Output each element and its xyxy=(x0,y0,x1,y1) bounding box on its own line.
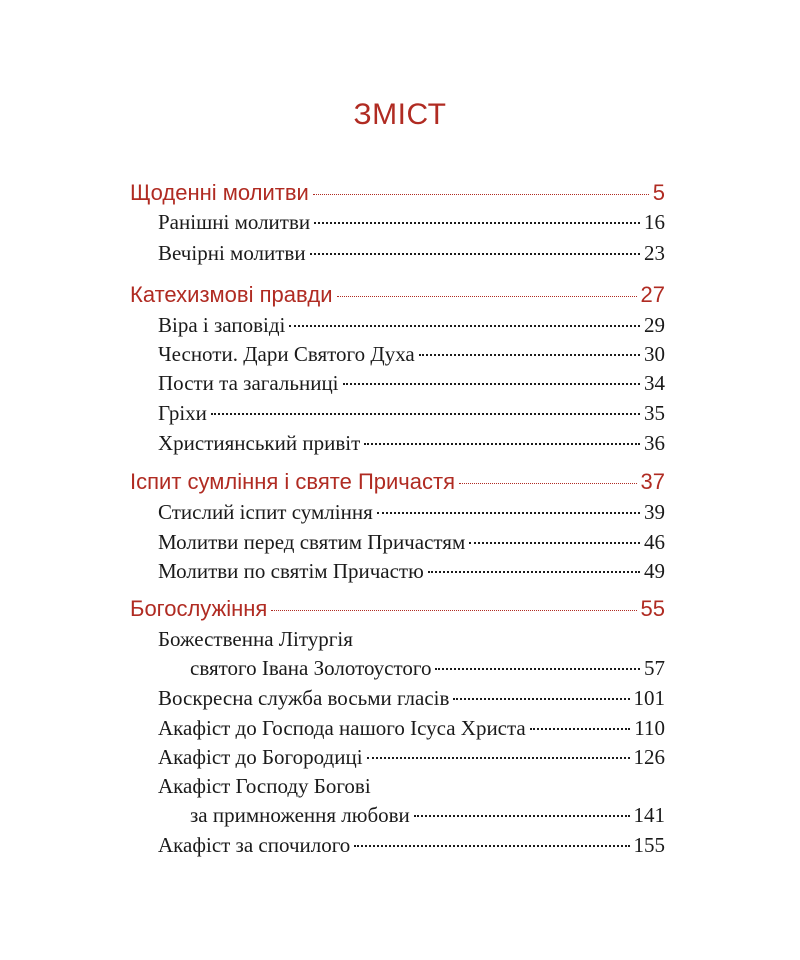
toc-entry-label: Акафіст за спочилого xyxy=(158,833,351,857)
dot-leader xyxy=(211,413,640,415)
toc-section-divine-services[interactable] xyxy=(130,596,665,628)
toc-entry-sunday-service[interactable] xyxy=(158,686,665,718)
dot-leader xyxy=(435,668,640,670)
toc-page-number: 30 xyxy=(644,342,665,366)
toc-entry-label: Воскресна служба восьми гласів xyxy=(158,686,450,710)
toc-page-number: 5 xyxy=(652,180,665,205)
toc-entry-evening-prayers[interactable] xyxy=(158,241,665,273)
dot-leader xyxy=(289,325,640,327)
toc-entry-prayers-before-communion[interactable] xyxy=(158,530,665,562)
toc-page-number: 57 xyxy=(644,656,665,680)
dot-leader xyxy=(530,728,631,730)
toc-entry-divine-liturgy-line2[interactable] xyxy=(190,656,665,688)
dot-leader xyxy=(367,757,630,759)
toc-entry-faith-commandments[interactable] xyxy=(158,313,665,345)
dot-leader xyxy=(428,571,640,573)
toc-entry-label: Акафіст до Богородиці xyxy=(158,745,363,769)
toc-entry-akathist-theotokos[interactable] xyxy=(158,745,665,777)
toc-page-number: 36 xyxy=(644,431,665,455)
toc-entry-label: Молитви перед святим Причастям xyxy=(158,530,466,554)
toc-entry-label: Акафіст до Господа нашого Ісуса Христа xyxy=(158,716,526,740)
toc-entry-fasts[interactable] xyxy=(158,371,665,403)
toc-page-number: 46 xyxy=(644,530,665,554)
toc-entry-label: Божественна Літургія xyxy=(158,627,353,651)
toc-page-number: 37 xyxy=(640,469,665,494)
toc-section-examination-communion[interactable] xyxy=(130,469,665,501)
dot-leader xyxy=(271,610,636,611)
page-title: ЗМІСТ xyxy=(353,98,447,131)
dot-leader xyxy=(313,194,649,195)
toc-entry-label: святого Івана Золотоустого xyxy=(190,656,432,680)
dot-leader xyxy=(354,845,629,847)
dot-leader xyxy=(469,542,640,544)
toc-entry-label: Іспит сумління і святе Причастя xyxy=(130,469,455,494)
toc-page-number: 55 xyxy=(640,596,665,621)
toc-page-number: 141 xyxy=(633,803,665,827)
toc-entry-label: Ранішні молитви xyxy=(158,210,311,234)
toc-entry-virtues[interactable] xyxy=(158,342,665,374)
toc-entry-morning-prayers[interactable] xyxy=(158,210,665,242)
toc-entry-akathist-lord-line2[interactable] xyxy=(190,803,665,835)
toc-entry-akathist-lord-line1[interactable] xyxy=(158,774,665,806)
toc-entry-label: Чесноти. Дари Святого Духа xyxy=(158,342,415,366)
dot-leader xyxy=(414,815,630,817)
toc-entry-label: за примноження любови xyxy=(190,803,410,827)
toc-entry-label: Катехизмові правди xyxy=(130,282,333,307)
toc-page-number: 27 xyxy=(640,282,665,307)
toc-entry-akathist-departed[interactable] xyxy=(158,833,665,865)
toc-page-number: 49 xyxy=(644,559,665,583)
dot-leader xyxy=(377,512,640,514)
toc-entry-label: Пости та загальниці xyxy=(158,371,339,395)
toc-section-daily-prayers[interactable] xyxy=(130,180,665,212)
dot-leader xyxy=(337,296,637,297)
toc-entry-label: Акафіст Господу Богові xyxy=(158,774,371,798)
toc-entry-label: Богослужіння xyxy=(130,596,268,621)
toc-page-number: 29 xyxy=(644,313,665,337)
toc-entry-label: Вечірні молитви xyxy=(158,241,306,265)
toc-entry-brief-examination[interactable] xyxy=(158,500,665,532)
toc-page-number: 23 xyxy=(644,241,665,265)
toc-page-number: 35 xyxy=(644,401,665,425)
dot-leader xyxy=(310,253,640,255)
toc-page-number: 39 xyxy=(644,500,665,524)
toc-entry-sins[interactable] xyxy=(158,401,665,433)
toc-entry-prayers-after-communion[interactable] xyxy=(158,559,665,591)
toc-entry-label: Стислий іспит сумління xyxy=(158,500,373,524)
toc-page-number: 126 xyxy=(633,745,665,769)
dot-leader xyxy=(453,698,629,700)
toc-page-number: 110 xyxy=(634,716,665,740)
dot-leader xyxy=(314,222,640,224)
toc-entry-label: Молитви по святім Причастю xyxy=(158,559,424,583)
dot-leader xyxy=(419,354,640,356)
toc-entry-label: Віра і заповіді xyxy=(158,313,286,337)
toc-section-catechism[interactable] xyxy=(130,282,665,314)
toc-entry-greeting[interactable] xyxy=(158,431,665,463)
toc-entry-label: Християнський привіт xyxy=(158,431,361,455)
toc-page-number: 101 xyxy=(633,686,665,710)
dot-leader xyxy=(343,383,640,385)
toc-entry-divine-liturgy-line1[interactable] xyxy=(158,627,665,659)
toc-page-number: 155 xyxy=(633,833,665,857)
dot-leader xyxy=(459,483,637,484)
toc-page-number: 34 xyxy=(644,371,665,395)
toc-entry-label: Щоденні молитви xyxy=(130,180,309,205)
toc-page-number: 16 xyxy=(644,210,665,234)
toc-entry-label: Гріхи xyxy=(158,401,207,425)
toc-entry-akathist-christ[interactable] xyxy=(158,716,665,748)
dot-leader xyxy=(364,443,640,445)
